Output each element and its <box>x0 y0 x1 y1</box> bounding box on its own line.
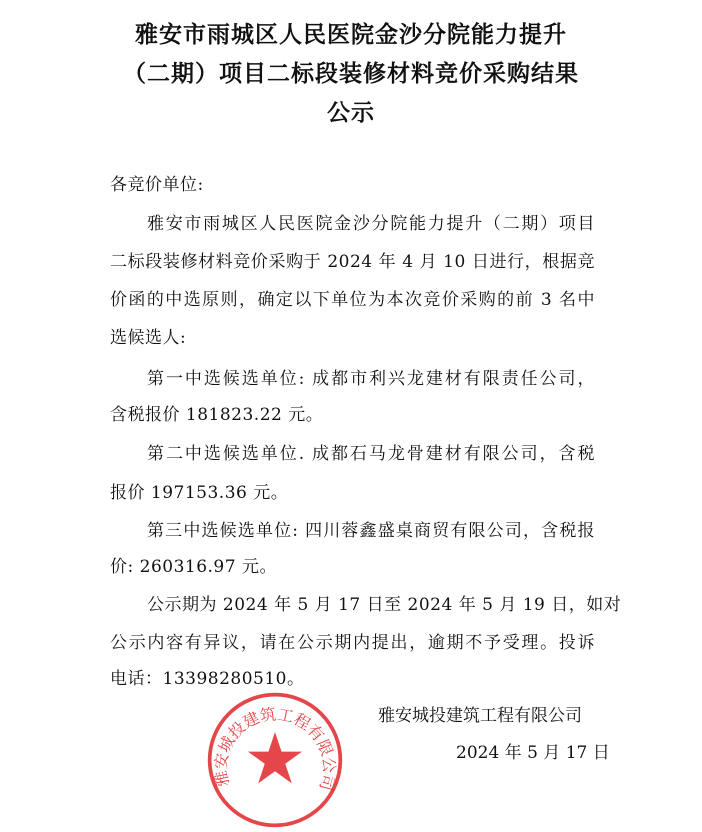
title-line-3: 公示 <box>327 100 375 126</box>
title-line-2: （二期）项目二标段装修材料竞价采购结果 <box>123 61 579 87</box>
body-line: 价函的中选原则，确定以下单位为本次竞价采购的前 3 名中 <box>110 290 595 310</box>
candidate-3-price: 价: 260316.97 元。 <box>110 557 277 577</box>
signature-date: 2024 年 5 月 17 日 <box>456 743 610 763</box>
candidate-1: 第一中选候选单位: 成都市利兴龙建材有限责任公司， <box>147 369 595 389</box>
stamp-text: 雅安城投建筑工程有限公司 <box>210 704 339 793</box>
title-line-1: 雅安市雨城区人民医院金沙分院能力提升 <box>135 22 567 48</box>
body-line: 选候选人: <box>110 328 187 348</box>
body-line: 雅安市雨城区人民医院金沙分院能力提升（二期）项目 <box>147 214 595 234</box>
company-seal-stamp <box>205 690 345 830</box>
complaint-phone: 电话：13398280510。 <box>110 669 305 689</box>
candidate-2-price: 报价 197153.36 元。 <box>110 483 289 503</box>
signature-company: 雅安城投建筑工程有限公司 <box>378 706 582 726</box>
body-line: 二标段装修材料竞价采购于 2024 年 4 月 10 日进行，根据竞 <box>110 252 595 272</box>
candidate-3: 第三中选候选单位: 四川蓉鑫盛桌商贸有限公司，含税报 <box>147 521 595 541</box>
salutation: 各竞价单位: <box>110 175 204 195</box>
candidate-2: 第二中选候选单位. 成都石马龙骨建材有限公司，含税 <box>147 444 595 464</box>
body-line: 公示内容有异议，请在公示期内提出，逾期不予受理。投诉 <box>110 633 595 653</box>
candidate-1-price: 含税报价 181823.22 元。 <box>110 405 324 425</box>
body-line: 公示期为 2024 年 5 月 17 日至 2024 年 5 月 19 日，如对 <box>147 595 622 615</box>
